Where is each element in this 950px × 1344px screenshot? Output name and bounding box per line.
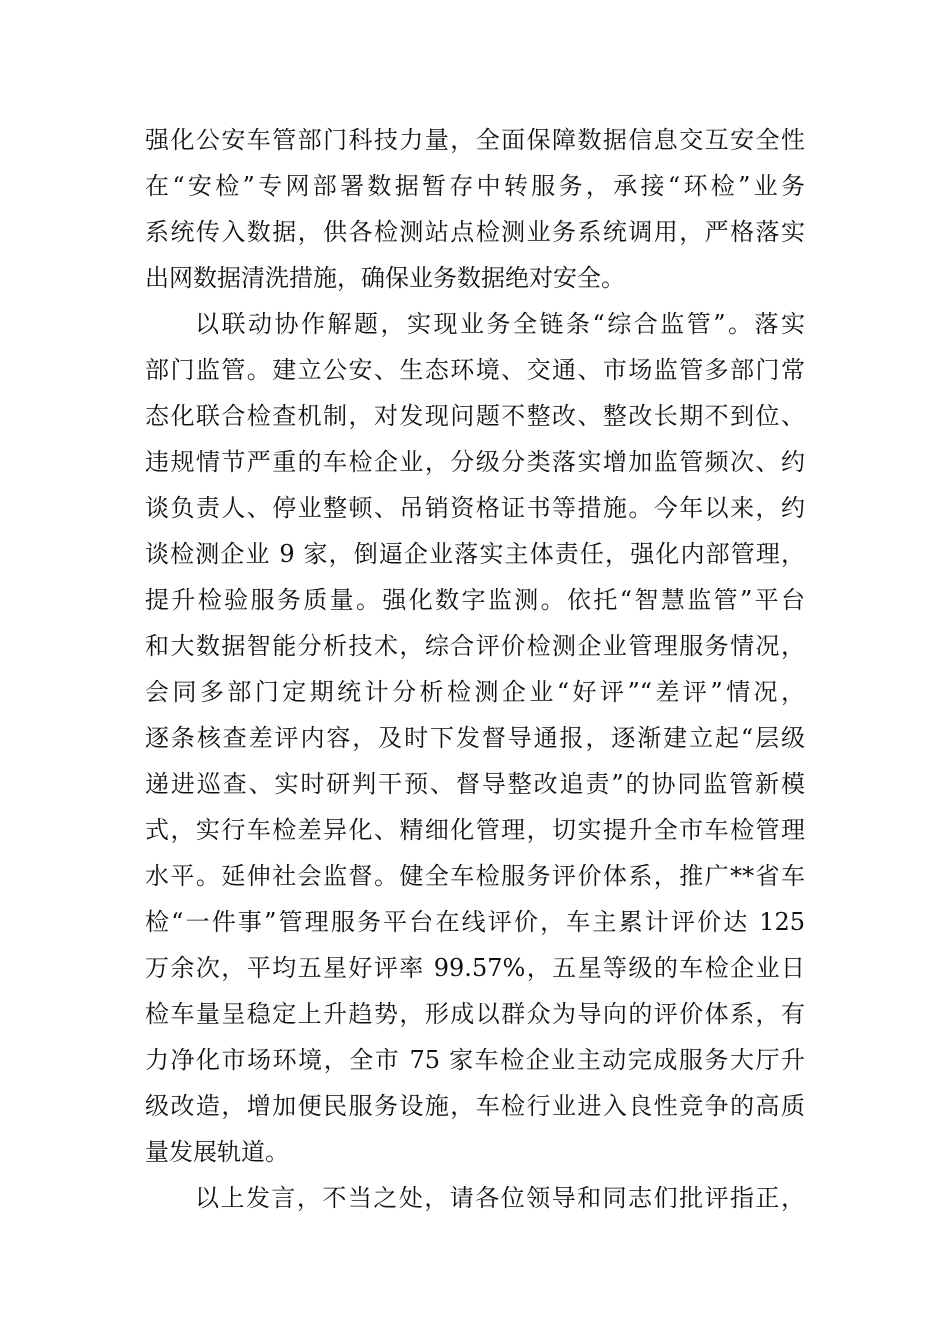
- text-line: [0, 899, 950, 945]
- text-line: [0, 761, 950, 807]
- text-line-content: 提升检验服务质量。强化数字监测。依托“智慧监管”平台: [145, 586, 805, 614]
- text-line: [0, 807, 950, 853]
- text-line-content: 式，实行车检差异化、精细化管理，切实提升全市车检管理: [145, 816, 805, 844]
- text-line-content: 万余次，平均五星好评率 99.57%，五星等级的车检企业日: [145, 954, 805, 982]
- text-line: [0, 163, 950, 209]
- text-line-content: 检“一件事”管理服务平台在线评价，车主累计评价达 125: [145, 908, 805, 936]
- text-line: [0, 347, 950, 393]
- text-line: [0, 1037, 950, 1083]
- text-line: [0, 439, 950, 485]
- text-line-content: 量发展轨道。: [145, 1138, 289, 1166]
- text-line-content: 系统传入数据，供各检测站点检测业务系统调用，严格落实: [145, 218, 805, 246]
- text-line: [0, 1083, 950, 1129]
- text-line: [0, 255, 950, 301]
- text-line: [0, 393, 950, 439]
- text-line-content: 谈负责人、停业整顿、吊销资格证书等措施。今年以来，约: [145, 494, 805, 522]
- text-line: [0, 209, 950, 255]
- paragraph-first-line: [0, 1175, 950, 1221]
- text-line: [0, 991, 950, 1037]
- text-line: [0, 485, 950, 531]
- text-line: [0, 531, 950, 577]
- text-line-content: 在“安检”专网部署数据暂存中转服务，承接“环检”业务: [145, 172, 805, 200]
- text-line-content: 递进巡查、实时研判干预、督导整改追责”的协同监管新模: [145, 770, 805, 798]
- text-line-content: 力净化市场环境，全市 75 家车检企业主动完成服务大厅升: [145, 1046, 805, 1074]
- text-line-content: 级改造，增加便民服务设施，车检行业进入良性竞争的高质: [145, 1092, 805, 1120]
- text-line-content: 强化公安车管部门科技力量，全面保障数据信息交互安全性: [145, 126, 805, 154]
- text-line: [0, 715, 950, 761]
- text-line-content: 部门监管。建立公安、生态环境、交通、市场监管多部门常: [145, 356, 805, 384]
- text-line: [0, 117, 950, 163]
- text-line-content: 水平。延伸社会监督。健全车检服务评价体系，推广**省车: [145, 862, 805, 890]
- text-line: [0, 577, 950, 623]
- text-line: [0, 623, 950, 669]
- paragraph-first-line: [0, 301, 950, 347]
- text-line-content: 和大数据智能分析技术，综合评价检测企业管理服务情况，: [145, 632, 805, 660]
- text-line-content: 会同多部门定期统计分析检测企业“好评”“差评”情况，: [145, 678, 805, 706]
- text-line-content: 检车量呈稳定上升趋势，形成以群众为导向的评价体系，有: [145, 1000, 805, 1028]
- text-line-content: 逐条核查差评内容，及时下发督导通报，逐渐建立起“层级: [145, 724, 805, 752]
- text-line-content: 谈检测企业 9 家，倒逼企业落实主体责任，强化内部管理，: [145, 540, 805, 568]
- text-line-content: 违规情节严重的车检企业，分级分类落实增加监管频次、约: [145, 448, 805, 476]
- text-line: [0, 853, 950, 899]
- text-line: [0, 1129, 950, 1175]
- text-line-content: 以上发言，不当之处，请各位领导和同志们批评指正，: [195, 1184, 805, 1212]
- text-line-content: 以联动协作解题，实现业务全链条“综合监管”。落实: [195, 310, 805, 338]
- text-line: [0, 669, 950, 715]
- text-line-content: 出网数据清洗措施，确保业务数据绝对安全。: [145, 264, 625, 292]
- text-line: [0, 945, 950, 991]
- text-line-content: 态化联合检查机制，对发现问题不整改、整改长期不到位、: [145, 402, 805, 430]
